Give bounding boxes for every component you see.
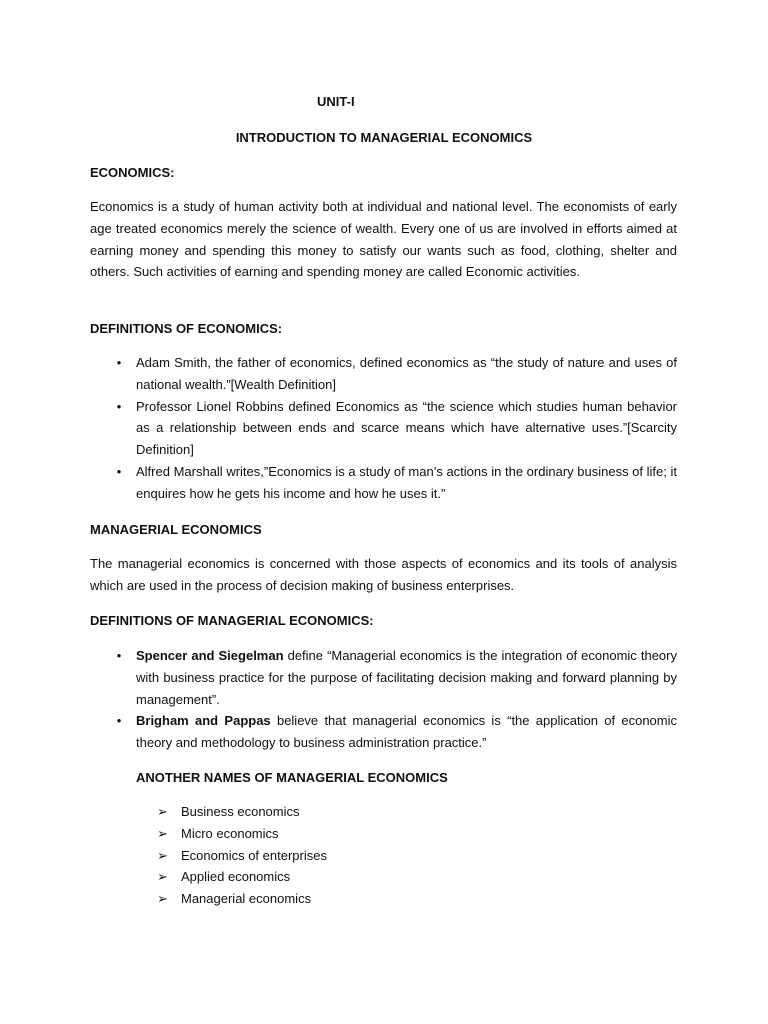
list-item-text: Applied economics bbox=[181, 869, 291, 885]
arrow-bullet-icon: ➢ bbox=[157, 891, 168, 907]
author-name: Brigham and Pappas bbox=[136, 713, 271, 729]
arrow-bullet-icon: ➢ bbox=[157, 847, 168, 863]
list-item-text: believe that managerial economics is “the application of economic theory and methodology to business administration practice.” bbox=[136, 713, 678, 751]
list-item bbox=[116, 645, 677, 710]
bullet-icon: • bbox=[116, 648, 122, 663]
author-name: Spencer and Siegelman bbox=[136, 648, 284, 663]
paragraph-managerial-economics: The managerial economics is concerned with those aspects of economics and its tools of analysis which are used in the process of decision making of business enterprises. bbox=[90, 556, 677, 593]
list-item bbox=[157, 823, 768, 845]
definitions-managerial-list bbox=[0, 645, 768, 754]
heading-other-names: ANOTHER NAMES OF MANAGERIAL ECONOMICS bbox=[136, 770, 448, 785]
definitions-economics-list bbox=[0, 352, 768, 505]
bullet-icon: • bbox=[116, 463, 122, 479]
other-names-list bbox=[0, 801, 768, 910]
list-item-text: Business economics bbox=[181, 804, 300, 819]
list-item bbox=[157, 888, 768, 910]
list-item-text: Economics of enterprises bbox=[181, 847, 327, 863]
heading-definitions-economics: DEFINITIONS OF ECONOMICS: bbox=[90, 321, 283, 336]
heading-managerial-economics: MANAGERIAL ECONOMICS bbox=[90, 522, 262, 537]
list-item bbox=[157, 801, 768, 823]
bullet-icon: • bbox=[116, 398, 122, 414]
list-item-text: Managerial economics bbox=[181, 891, 312, 907]
heading-definitions-managerial: DEFINITIONS OF MANAGERIAL ECONOMICS: bbox=[90, 613, 374, 628]
arrow-bullet-icon: ➢ bbox=[157, 869, 168, 885]
arrow-bullet-icon: ➢ bbox=[157, 825, 168, 841]
list-item bbox=[116, 710, 678, 754]
heading-economics: ECONOMICS: bbox=[90, 165, 175, 180]
list-item bbox=[157, 866, 768, 888]
list-item-text: define “Managerial economics is the integration of economic theory with business practice for the purpose of facilitating decision making and forward planning by management”. bbox=[136, 648, 677, 707]
page-title: INTRODUCTION TO MANAGERIAL ECONOMICS bbox=[235, 130, 533, 145]
list-item-text: Adam Smith, the father of economics, defined economics as “the study of nature and uses of national wealth.”[Wealth Definition] bbox=[136, 355, 677, 392]
list-item bbox=[157, 845, 768, 867]
list-item bbox=[116, 352, 677, 396]
unit-title: UNIT-I bbox=[317, 94, 355, 109]
list-item bbox=[116, 396, 677, 461]
list-item-text: Professor Lionel Robbins defined Economics as “the science which studies human behavior as a relationship between ends and scarce means which have alternative uses.”[Scarcity Definition] bbox=[136, 398, 677, 458]
bullet-icon: • bbox=[116, 355, 122, 370]
bullet-icon: • bbox=[116, 713, 122, 729]
list-item-text: Alfred Marshall writes,”Economics is a study of man’s actions in the ordinary business of life; it enquires how he gets his income and how he uses it.” bbox=[136, 463, 677, 501]
list-item bbox=[116, 461, 677, 505]
arrow-bullet-icon: ➢ bbox=[157, 804, 168, 819]
list-item-text: Micro economics bbox=[181, 825, 279, 841]
paragraph-economics: Economics is a study of human activity both at individual and national level. The economists of early age treated economics merely the science of wealth. Every one of us are involved in efforts aimed at earning money and spending this money to satisfy our wants such as food, clothing, shelter and others. Such activities of earning and spending money are called Economic activities. bbox=[90, 199, 677, 280]
